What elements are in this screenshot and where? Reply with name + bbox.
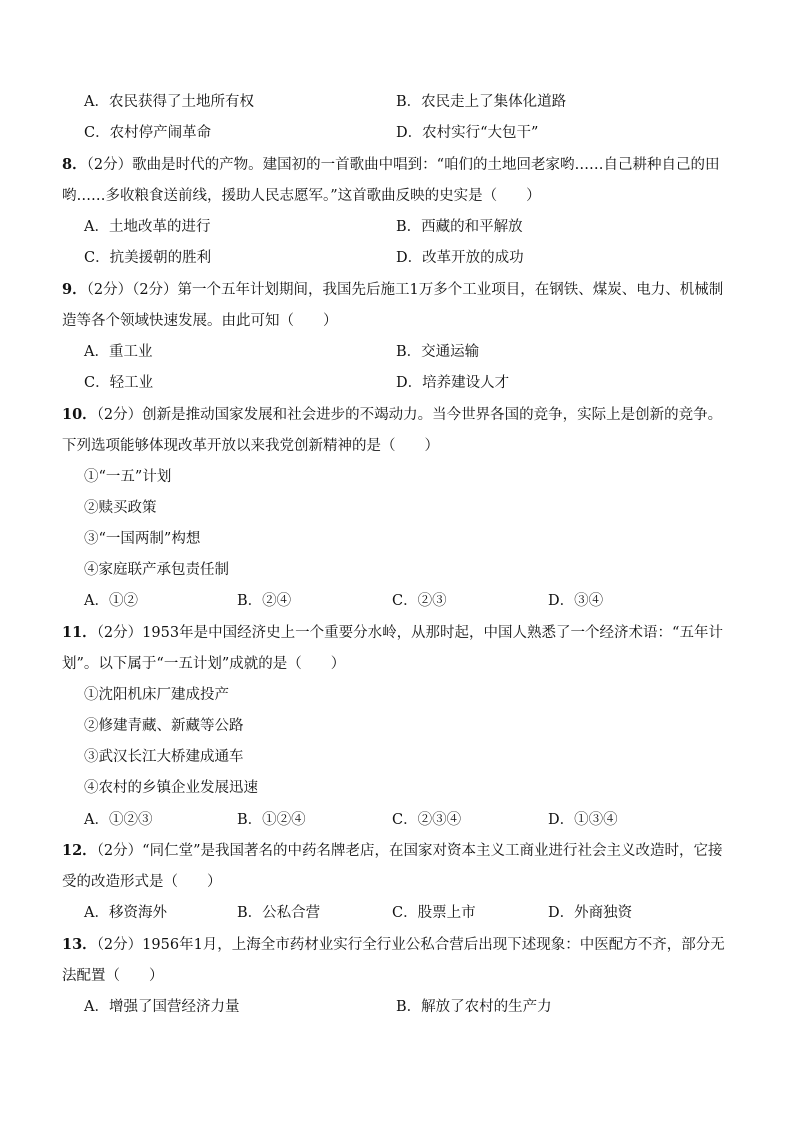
q13-number: 13．: [62, 936, 97, 953]
q11-stem-line-1: [0, 622, 794, 644]
q10-item-4: [0, 559, 794, 581]
q11-options-row: [0, 809, 794, 831]
q9-options-row-1: [0, 341, 794, 363]
q10-item-2-text: ②赎买政策: [84, 500, 157, 516]
q13-option-a[interactable]: A．增强了国营经济力量: [84, 999, 240, 1015]
q11-text-1: （2分）1953年是中国经济史上一个重要分水岭，从那时起，中国人熟悉了一个经济术语：“五年计: [96, 625, 723, 641]
q13-option-b[interactable]: B．解放了农村的生产力: [396, 999, 552, 1015]
q12-stem-line-1: [0, 840, 794, 862]
q8-option-a[interactable]: A．土地改革的进行: [84, 219, 211, 235]
q13-stem-line-2: [0, 965, 794, 987]
q8-option-c[interactable]: C．抗美援朝的胜利: [84, 250, 212, 266]
q8-option-b[interactable]: B．西藏的和平解放: [396, 219, 523, 235]
q9-option-b[interactable]: B．交通运输: [396, 344, 480, 360]
q11-option-a[interactable]: A．①②③: [84, 812, 153, 828]
q11-item-3-text: ③武汉长江大桥建成通车: [84, 749, 244, 765]
q12-option-a[interactable]: A．移资海外: [84, 905, 167, 921]
q11-option-d[interactable]: D．①③④: [548, 812, 618, 828]
q7-option-d[interactable]: D．农村实行“大包干”: [396, 125, 539, 141]
q7-option-c[interactable]: C．农村停产闹革命: [84, 125, 212, 141]
q8-options-row-1: [0, 216, 794, 238]
q10-item-3: [0, 528, 794, 550]
q10-text-2: 下列选项能够体现改革开放以来我党创新精神的是（ ）: [62, 438, 439, 454]
q10-number: 10．: [62, 406, 97, 423]
q12-options-row: [0, 902, 794, 924]
q12-number: 12．: [62, 842, 97, 859]
q10-stem-line-1: [0, 404, 794, 426]
q11-item-3: [0, 746, 794, 768]
q10-option-d[interactable]: D．③④: [548, 593, 604, 609]
q11-option-b[interactable]: B．①②④: [237, 812, 306, 828]
q13-options-row-1: [0, 996, 794, 1018]
q12-text-2: 受的改造形式是（ ）: [62, 874, 222, 890]
q13-text-1: （2分）1956年1月，上海全市药材业实行全行业公私合营后出现下述现象：中医配方不齐，部分无: [96, 937, 725, 953]
q10-stem-line-2: [0, 435, 794, 457]
q10-item-3-text: ③“一国两制”构想: [84, 531, 201, 547]
q9-option-d[interactable]: D．培养建设人才: [396, 375, 510, 391]
q7-option-a[interactable]: A．农民获得了土地所有权: [84, 94, 254, 110]
q10-item-1: [0, 466, 794, 488]
q11-option-c[interactable]: C．②③④: [392, 812, 462, 828]
q9-options-row-2: [0, 372, 794, 394]
q7-option-b[interactable]: B．农民走上了集体化道路: [396, 94, 567, 110]
q9-text-1: （2分）（2分）第一个五年计划期间，我国先后施工1万多个工业项目，在钢铁、煤炭、电力、机械制: [86, 282, 724, 298]
q10-item-4-text: ④家庭联产承包责任制: [84, 562, 229, 578]
q7-options-row-1: [0, 91, 794, 113]
q10-option-c[interactable]: C．②③: [392, 593, 447, 609]
q11-stem-line-2: [0, 653, 794, 675]
q10-text-1: （2分）创新是推动国家发展和社会进步的不竭动力。当今世界各国的竞争，实际上是创新的竞争。: [96, 407, 723, 423]
q12-option-c[interactable]: C．股票上市: [392, 905, 476, 921]
q12-text-1: （2分）“同仁堂”是我国著名的中药名牌老店，在国家对资本主义工商业进行社会主义改造时，它接: [96, 843, 723, 859]
q7-options-row-2: [0, 122, 794, 144]
q12-stem-line-2: [0, 871, 794, 893]
q10-option-b[interactable]: B．②④: [237, 593, 292, 609]
q8-options-row-2: [0, 247, 794, 269]
q13-text-2: 法配置（ ）: [62, 968, 164, 984]
q11-item-1: [0, 684, 794, 706]
q11-item-2-text: ②修建青藏、新藏等公路: [84, 718, 244, 734]
q11-number: 11．: [62, 624, 97, 641]
q11-item-4: [0, 777, 794, 799]
q9-number: 9．: [62, 281, 87, 298]
q9-option-a[interactable]: A．重工业: [84, 344, 153, 360]
q10-item-2: [0, 497, 794, 519]
q8-stem-line-2: [0, 185, 794, 207]
q9-option-c[interactable]: C．轻工业: [84, 375, 154, 391]
q10-item-1-text: ①“一五”计划: [84, 469, 172, 485]
q11-item-1-text: ①沈阳机床厂建成投产: [84, 687, 229, 703]
q10-option-a[interactable]: A．①②: [84, 593, 138, 609]
q9-stem-line-2: [0, 310, 794, 332]
q9-stem-line-1: [0, 279, 794, 301]
q11-item-2: [0, 715, 794, 737]
q8-number: 8．: [62, 156, 87, 173]
q8-option-d[interactable]: D．改革开放的成功: [396, 250, 524, 266]
q11-item-4-text: ④农村的乡镇企业发展迅速: [84, 780, 258, 796]
q8-stem-line-1: [0, 154, 794, 176]
q12-option-d[interactable]: D．外商独资: [548, 905, 633, 921]
q10-options-row: [0, 590, 794, 612]
q11-text-2: 划”。以下属于“一五计划”成就的是（ ）: [62, 656, 346, 672]
q8-text-1: （2分）歌曲是时代的产物。建国初的一首歌曲中唱到：“咱们的土地回老家哟……自己耕种自己的田: [86, 157, 720, 173]
q8-text-2: 哟……多收粮食送前线，援助人民志愿军。”这首歌曲反映的史实是（ ）: [62, 188, 541, 204]
q13-stem-line-1: [0, 934, 794, 956]
q9-text-2: 造等各个领域快速发展。由此可知（ ）: [62, 313, 338, 329]
q12-option-b[interactable]: B．公私合营: [237, 905, 321, 921]
